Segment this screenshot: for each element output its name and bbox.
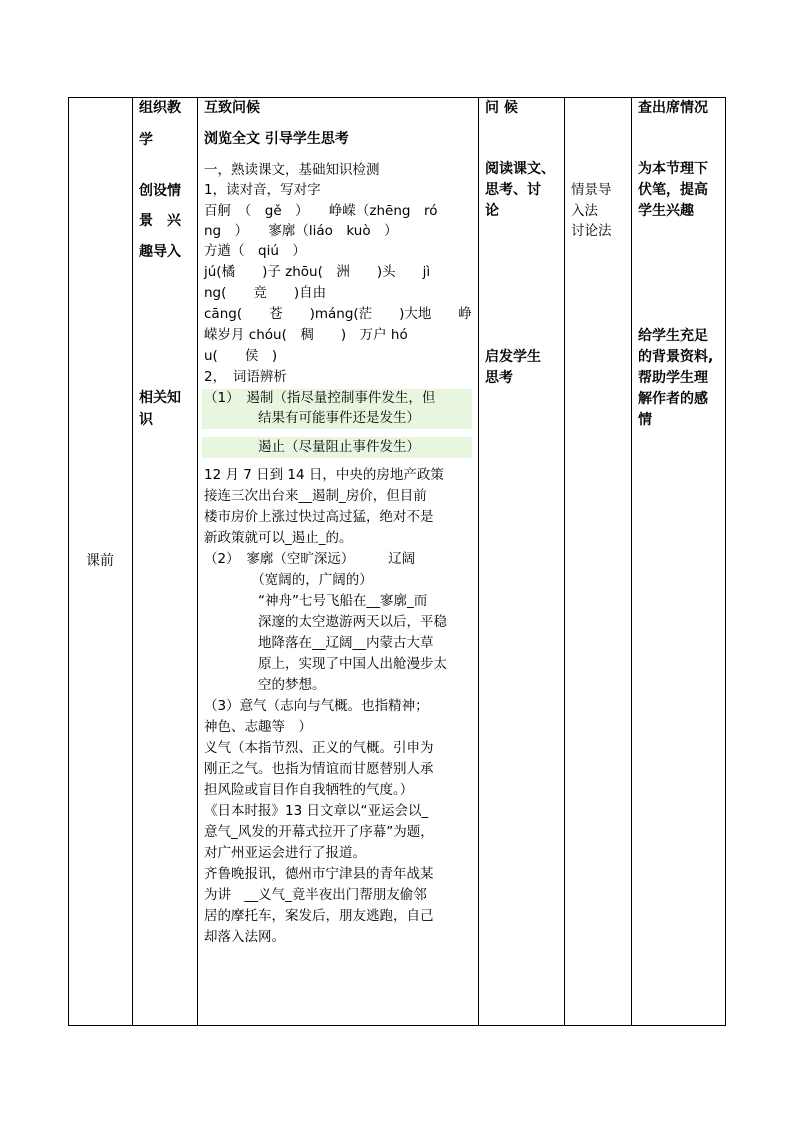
purpose-text: 查出席情况 xyxy=(638,100,708,116)
content-line: 结果有可能事件还是发生） xyxy=(204,410,420,426)
content-cell xyxy=(198,98,478,1025)
purpose-text: 伏笔，提高 xyxy=(638,182,708,198)
method-text: 入法 xyxy=(571,203,598,219)
step-label: 学 xyxy=(139,132,153,148)
content-line: 1，读对音，写对字 xyxy=(204,182,321,198)
method-cell xyxy=(565,98,631,1025)
activity-text: 思考 xyxy=(485,370,513,386)
step-label: 景 兴 xyxy=(139,213,181,229)
content-line: （1） 遏制（指尽量控制事件发生，但 xyxy=(204,390,436,406)
content-line: 12 月 7 日到 14 日，中央的房地产政策 xyxy=(204,467,444,483)
content-line: 楼市房价上涨过快过高过猛，绝对不是 xyxy=(204,509,434,525)
content-line: 嵘岁月 chóu( 稠 ) 万户 hó xyxy=(204,327,408,343)
content-line: 百舸 （ gě ） 峥嵘（zhēng ró xyxy=(204,203,438,219)
content-line: 一，熟读课文，基础知识检测 xyxy=(204,162,380,178)
content-line: u( 侯 ) xyxy=(204,348,278,364)
activity-text: 阅读课文、 xyxy=(485,161,555,177)
content-line: 地降落在__辽阔__内蒙古大草 xyxy=(204,635,434,651)
step-label: 创设情 xyxy=(139,183,181,199)
content-line: 却落入法网。 xyxy=(204,929,285,945)
content-line: 原上，实现了中国人出舱漫步太 xyxy=(204,656,447,672)
content-line: 意气_风发的开幕式拉开了序幕”为题， xyxy=(204,824,434,840)
purpose-text: 的背景资料, xyxy=(638,349,714,365)
content-line: cāng( 苍 )máng(茫 )大地 峥 xyxy=(204,306,472,322)
method-text: 讨论法 xyxy=(571,223,612,239)
content-line: 浏览全文 引导学生思考 xyxy=(204,131,349,147)
content-line: 方遒（ qiú ） xyxy=(204,243,306,259)
step-label: 组织教 xyxy=(139,100,181,116)
activity-text: 启发学生 xyxy=(485,349,541,365)
purpose-text: 帮助学生理 xyxy=(638,370,708,386)
content-line: 2， 词语辨析 xyxy=(204,369,287,385)
content-line: 担风险或盲目作自我牺牲的气度。） xyxy=(204,782,414,798)
content-line: 遏止（尽量阻止事件发生） xyxy=(204,439,420,455)
content-line: 互致问候 xyxy=(204,100,260,116)
content-line: “神舟”七号飞船在__寥廓_而 xyxy=(204,593,428,609)
content-line: 新政策就可以_遏止_的。 xyxy=(204,530,353,546)
lesson-plan-table xyxy=(68,97,726,1026)
purpose-cell xyxy=(632,98,726,1025)
content-line: 刚正之气。也指为情谊而甘愿替别人承 xyxy=(204,761,434,777)
content-line: （2） 寥廓（空旷深远） 辽阔 xyxy=(204,551,416,567)
content-line: （宽阔的，广阔的） xyxy=(204,572,373,588)
purpose-text: 为本节理下 xyxy=(638,161,708,177)
content-line: 《日本时报》13 日文章以“亚运会以_ xyxy=(204,803,429,819)
content-line: 深邃的太空遨游两天以后，平稳 xyxy=(204,614,447,630)
purpose-text: 学生兴趣 xyxy=(638,203,694,219)
step-label: 趣导入 xyxy=(139,244,181,260)
purpose-text: 情 xyxy=(638,412,652,428)
stage-label: 课前 xyxy=(86,553,114,569)
purpose-text: 给学生充足 xyxy=(638,328,708,344)
content-line: ng( 竞 )自由 xyxy=(204,285,327,301)
step-label: 识 xyxy=(139,412,153,428)
activity-text: 问 候 xyxy=(485,100,518,116)
content-line: 居的摩托车，案发后，朋友逃跑，自己 xyxy=(204,908,434,924)
content-line: 空的梦想。 xyxy=(204,677,326,693)
content-line: jú(橘 )子 zhōu( 洲 )头 jì xyxy=(204,264,431,280)
content-line: 齐鲁晚报讯，德州市宁津县的青年战某 xyxy=(204,866,434,882)
content-line: 义气（本指节烈、正义的气概。引申为 xyxy=(204,740,434,756)
content-line: （3）意气（志向与气概。也指精神； xyxy=(204,698,429,714)
step-cell xyxy=(133,98,197,1025)
content-line: 神色、志趣等 ） xyxy=(204,719,312,735)
content-line: ng ） 寥廓（liáo kuò ） xyxy=(204,223,398,239)
content-line: 为讲 __义气_竟半夜出门帮朋友偷邻 xyxy=(204,887,427,903)
content-line: 对广州亚运会进行了报道。 xyxy=(204,845,366,861)
student-activity-cell xyxy=(479,98,564,1025)
activity-text: 论 xyxy=(485,203,499,219)
method-text: 情景导 xyxy=(571,182,612,198)
stage-cell xyxy=(69,98,133,1025)
purpose-text: 解作者的感 xyxy=(638,391,708,407)
content-line: 接连三次出台来__遏制_房价，但目前 xyxy=(204,488,427,504)
activity-text: 思考、讨 xyxy=(485,182,541,198)
step-label: 相关知 xyxy=(139,390,181,406)
